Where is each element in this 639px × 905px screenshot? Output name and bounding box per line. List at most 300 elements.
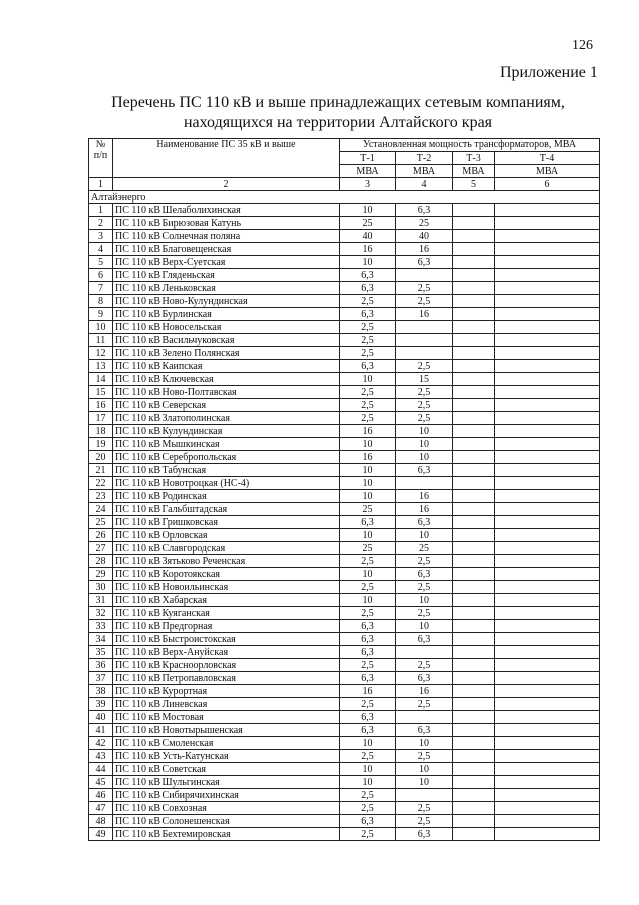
capacity-t1: 2,5 xyxy=(340,321,396,334)
substation-name: ПС 110 кВ Предгорная xyxy=(113,620,340,633)
row-number: 10 xyxy=(89,321,113,334)
row-number: 28 xyxy=(89,555,113,568)
capacity-t1: 10 xyxy=(340,594,396,607)
capacity-t3 xyxy=(453,737,495,750)
capacity-t1: 2,5 xyxy=(340,399,396,412)
substation-name: ПС 110 кВ Новосельская xyxy=(113,321,340,334)
row-number: 41 xyxy=(89,724,113,737)
capacity-t3 xyxy=(453,308,495,321)
capacity-t1: 2,5 xyxy=(340,828,396,841)
capacity-t1: 2,5 xyxy=(340,802,396,815)
capacity-t2: 16 xyxy=(396,243,453,256)
capacity-t3 xyxy=(453,620,495,633)
capacity-t4 xyxy=(495,763,600,776)
substation-name: ПС 110 кВ Смоленская xyxy=(113,737,340,750)
substation-name: ПС 110 кВ Златополинская xyxy=(113,412,340,425)
row-number: 30 xyxy=(89,581,113,594)
substation-name: ПС 110 кВ Серебропольская xyxy=(113,451,340,464)
appendix-label: Приложение 1 xyxy=(500,64,598,81)
capacity-t4 xyxy=(495,698,600,711)
capacity-t2: 2,5 xyxy=(396,607,453,620)
capacity-t3 xyxy=(453,698,495,711)
capacity-t3 xyxy=(453,347,495,360)
table-row xyxy=(89,659,600,672)
header-t3: Т-3 xyxy=(453,152,495,165)
capacity-t2 xyxy=(396,321,453,334)
capacity-t1: 16 xyxy=(340,243,396,256)
capacity-t1: 10 xyxy=(340,373,396,386)
table-row xyxy=(89,711,600,724)
substation-name: ПС 110 кВ Табунская xyxy=(113,464,340,477)
substation-name: ПС 110 кВ Коротоякская xyxy=(113,568,340,581)
capacity-t3 xyxy=(453,607,495,620)
substation-name: ПС 110 кВ Куяганская xyxy=(113,607,340,620)
table-row xyxy=(89,685,600,698)
table-row xyxy=(89,451,600,464)
table-row xyxy=(89,737,600,750)
capacity-t2 xyxy=(396,646,453,659)
table-row xyxy=(89,217,600,230)
capacity-t4 xyxy=(495,308,600,321)
substation-name: ПС 110 кВ Новотырышенская xyxy=(113,724,340,737)
capacity-t4 xyxy=(495,555,600,568)
substation-name: ПС 110 кВ Северская xyxy=(113,399,340,412)
row-number: 7 xyxy=(89,282,113,295)
capacity-t3 xyxy=(453,646,495,659)
table-row xyxy=(89,438,600,451)
table-row xyxy=(89,295,600,308)
capacity-t3 xyxy=(453,659,495,672)
capacity-t3 xyxy=(453,529,495,542)
capacity-t1: 25 xyxy=(340,542,396,555)
table-row xyxy=(89,243,600,256)
substation-name: ПС 110 кВ Верх-Ануйская xyxy=(113,646,340,659)
row-number: 22 xyxy=(89,477,113,490)
capacity-t3 xyxy=(453,334,495,347)
table-row xyxy=(89,282,600,295)
capacity-t2 xyxy=(396,477,453,490)
row-number: 31 xyxy=(89,594,113,607)
header-unit-t3: МВА xyxy=(453,165,495,178)
capacity-t4 xyxy=(495,321,600,334)
substation-name: ПС 110 кВ Быстроистокская xyxy=(113,633,340,646)
substation-name: ПС 110 кВ Леньковская xyxy=(113,282,340,295)
substation-name: ПС 110 кВ Славгородская xyxy=(113,542,340,555)
row-number: 29 xyxy=(89,568,113,581)
capacity-t1: 10 xyxy=(340,204,396,217)
capacity-t3 xyxy=(453,282,495,295)
substation-name: ПС 110 кВ Гальбштадская xyxy=(113,503,340,516)
capacity-t2: 10 xyxy=(396,529,453,542)
capacity-t2: 10 xyxy=(396,737,453,750)
table-row xyxy=(89,464,600,477)
capacity-t4 xyxy=(495,581,600,594)
capacity-t2: 25 xyxy=(396,542,453,555)
row-number: 47 xyxy=(89,802,113,815)
substation-name: ПС 110 кВ Новоильинская xyxy=(113,581,340,594)
capacity-t3 xyxy=(453,724,495,737)
capacity-t4 xyxy=(495,594,600,607)
header-t2: Т-2 xyxy=(396,152,453,165)
row-number: 39 xyxy=(89,698,113,711)
row-number: 14 xyxy=(89,373,113,386)
capacity-t4 xyxy=(495,477,600,490)
capacity-t3 xyxy=(453,568,495,581)
substation-name: ПС 110 кВ Сибирячихинская xyxy=(113,789,340,802)
capacity-t3 xyxy=(453,386,495,399)
table-row xyxy=(89,269,600,282)
capacity-t1: 2,5 xyxy=(340,555,396,568)
table-row xyxy=(89,607,600,620)
capacity-t2: 25 xyxy=(396,217,453,230)
substation-name: ПС 110 кВ Зелено Полянская xyxy=(113,347,340,360)
row-number: 15 xyxy=(89,386,113,399)
substation-name: ПС 110 кВ Бехтемировская xyxy=(113,828,340,841)
row-number: 48 xyxy=(89,815,113,828)
page-number: 126 xyxy=(572,38,593,53)
capacity-t1: 10 xyxy=(340,256,396,269)
substation-name: ПС 110 кВ Ново-Кулундинская xyxy=(113,295,340,308)
capacity-t2: 10 xyxy=(396,451,453,464)
table-row xyxy=(89,490,600,503)
substation-name: ПС 110 кВ Петропавловская xyxy=(113,672,340,685)
capacity-t4 xyxy=(495,503,600,516)
capacity-t3 xyxy=(453,295,495,308)
table-row xyxy=(89,399,600,412)
row-number: 23 xyxy=(89,490,113,503)
table-row xyxy=(89,412,600,425)
header-unit-t1: МВА xyxy=(340,165,396,178)
capacity-t2: 6,3 xyxy=(396,672,453,685)
capacity-t2: 6,3 xyxy=(396,568,453,581)
capacity-t2 xyxy=(396,269,453,282)
capacity-t2: 6,3 xyxy=(396,256,453,269)
capacity-t3 xyxy=(453,828,495,841)
capacity-t4 xyxy=(495,464,600,477)
substation-name: ПС 110 кВ Усть-Катунская xyxy=(113,750,340,763)
header-unit-t2: МВА xyxy=(396,165,453,178)
table-row xyxy=(89,334,600,347)
row-number: 33 xyxy=(89,620,113,633)
capacity-t1: 10 xyxy=(340,477,396,490)
capacity-t3 xyxy=(453,672,495,685)
capacity-t4 xyxy=(495,516,600,529)
capacity-t4 xyxy=(495,204,600,217)
capacity-t1: 25 xyxy=(340,503,396,516)
capacity-t1: 16 xyxy=(340,451,396,464)
capacity-t2 xyxy=(396,711,453,724)
capacity-t3 xyxy=(453,503,495,516)
capacity-t4 xyxy=(495,217,600,230)
header-name: Наименование ПС 35 кВ и выше xyxy=(113,139,340,178)
row-number: 9 xyxy=(89,308,113,321)
row-number: 24 xyxy=(89,503,113,516)
table-row xyxy=(89,308,600,321)
header-t4: Т-4 xyxy=(495,152,600,165)
capacity-t1: 6,3 xyxy=(340,282,396,295)
substation-name: ПС 110 кВ Совхозная xyxy=(113,802,340,815)
capacity-t2: 2,5 xyxy=(396,750,453,763)
capacity-t3 xyxy=(453,438,495,451)
capacity-t1: 2,5 xyxy=(340,347,396,360)
capacity-t3 xyxy=(453,373,495,386)
table-row xyxy=(89,321,600,334)
table-row xyxy=(89,555,600,568)
substation-name: ПС 110 кВ Васильчуковская xyxy=(113,334,340,347)
capacity-t2: 16 xyxy=(396,503,453,516)
capacity-t2: 10 xyxy=(396,425,453,438)
capacity-t1: 10 xyxy=(340,490,396,503)
capacity-t4 xyxy=(495,529,600,542)
capacity-t2: 2,5 xyxy=(396,295,453,308)
table-row xyxy=(89,256,600,269)
capacity-t3 xyxy=(453,399,495,412)
document-title-line-1: Перечень ПС 110 кВ и выше принадлежащих сетевым компаниям, xyxy=(111,94,565,111)
substation-name: ПС 110 кВ Линевская xyxy=(113,698,340,711)
capacity-t3 xyxy=(453,425,495,438)
substation-name: ПС 110 кВ Ново-Полтавская xyxy=(113,386,340,399)
capacity-t3 xyxy=(453,516,495,529)
capacity-t1: 6,3 xyxy=(340,308,396,321)
capacity-t1: 10 xyxy=(340,763,396,776)
table-row xyxy=(89,763,600,776)
table-row xyxy=(89,594,600,607)
row-number: 17 xyxy=(89,412,113,425)
table-row xyxy=(89,360,600,373)
row-number: 27 xyxy=(89,542,113,555)
capacity-t1: 6,3 xyxy=(340,620,396,633)
capacity-t2: 10 xyxy=(396,438,453,451)
capacity-t4 xyxy=(495,542,600,555)
row-number: 8 xyxy=(89,295,113,308)
capacity-t4 xyxy=(495,620,600,633)
substation-name: ПС 110 кВ Мышкинская xyxy=(113,438,340,451)
row-number: 11 xyxy=(89,334,113,347)
capacity-t2: 10 xyxy=(396,763,453,776)
row-number: 46 xyxy=(89,789,113,802)
capacity-t4 xyxy=(495,490,600,503)
capacity-t2: 6,3 xyxy=(396,464,453,477)
col-number-2: 2 xyxy=(113,178,340,191)
capacity-t3 xyxy=(453,321,495,334)
col-number-4: 4 xyxy=(396,178,453,191)
substation-table xyxy=(88,138,600,841)
header-t1: Т-1 xyxy=(340,152,396,165)
row-number: 19 xyxy=(89,438,113,451)
capacity-t4 xyxy=(495,243,600,256)
capacity-t3 xyxy=(453,269,495,282)
row-number: 2 xyxy=(89,217,113,230)
table-row xyxy=(89,633,600,646)
table-row xyxy=(89,529,600,542)
row-number: 6 xyxy=(89,269,113,282)
row-number: 1 xyxy=(89,204,113,217)
capacity-t1: 10 xyxy=(340,438,396,451)
capacity-t4 xyxy=(495,256,600,269)
capacity-t4 xyxy=(495,659,600,672)
capacity-t4 xyxy=(495,750,600,763)
substation-name: ПС 110 кВ Новотроцкая (НС-4) xyxy=(113,477,340,490)
capacity-t1: 6,3 xyxy=(340,516,396,529)
table-row xyxy=(89,724,600,737)
capacity-t4 xyxy=(495,672,600,685)
capacity-t3 xyxy=(453,464,495,477)
capacity-t1: 10 xyxy=(340,737,396,750)
capacity-t1: 2,5 xyxy=(340,607,396,620)
capacity-t1: 16 xyxy=(340,425,396,438)
substation-name: ПС 110 кВ Верх-Суетская xyxy=(113,256,340,269)
substation-name: ПС 110 кВ Каипская xyxy=(113,360,340,373)
capacity-t3 xyxy=(453,633,495,646)
capacity-t3 xyxy=(453,256,495,269)
substation-name: ПС 110 кВ Бирюзовая Катунь xyxy=(113,217,340,230)
substation-name: ПС 110 кВ Зятьково Реченская xyxy=(113,555,340,568)
capacity-t2: 2,5 xyxy=(396,412,453,425)
capacity-t4 xyxy=(495,386,600,399)
table-row xyxy=(89,204,600,217)
substation-name: ПС 110 кВ Советская xyxy=(113,763,340,776)
col-number-6: 6 xyxy=(495,178,600,191)
table-row xyxy=(89,828,600,841)
row-number: 42 xyxy=(89,737,113,750)
capacity-t4 xyxy=(495,828,600,841)
substation-name: ПС 110 кВ Родинская xyxy=(113,490,340,503)
capacity-t4 xyxy=(495,295,600,308)
capacity-t2 xyxy=(396,347,453,360)
capacity-t1: 6,3 xyxy=(340,672,396,685)
capacity-t2: 16 xyxy=(396,685,453,698)
capacity-t2: 6,3 xyxy=(396,828,453,841)
capacity-t1: 6,3 xyxy=(340,815,396,828)
capacity-t3 xyxy=(453,230,495,243)
capacity-t2: 2,5 xyxy=(396,698,453,711)
capacity-t3 xyxy=(453,451,495,464)
capacity-t2: 6,3 xyxy=(396,516,453,529)
capacity-t1: 2,5 xyxy=(340,334,396,347)
capacity-t2: 2,5 xyxy=(396,802,453,815)
capacity-t4 xyxy=(495,334,600,347)
capacity-t2: 10 xyxy=(396,620,453,633)
table-row xyxy=(89,750,600,763)
capacity-t1: 6,3 xyxy=(340,711,396,724)
row-number: 3 xyxy=(89,230,113,243)
capacity-t4 xyxy=(495,646,600,659)
capacity-t4 xyxy=(495,347,600,360)
capacity-t4 xyxy=(495,412,600,425)
capacity-t4 xyxy=(495,711,600,724)
capacity-t3 xyxy=(453,594,495,607)
capacity-t4 xyxy=(495,802,600,815)
capacity-t1: 25 xyxy=(340,217,396,230)
document-title-line-2: находящихся на территории Алтайского края xyxy=(183,114,493,131)
row-number: 26 xyxy=(89,529,113,542)
substation-name: ПС 110 кВ Гляденьская xyxy=(113,269,340,282)
substation-name: ПС 110 кВ Мостовая xyxy=(113,711,340,724)
capacity-t1: 2,5 xyxy=(340,412,396,425)
capacity-t2: 15 xyxy=(396,373,453,386)
row-number: 38 xyxy=(89,685,113,698)
capacity-t4 xyxy=(495,360,600,373)
substation-name: ПС 110 кВ Гришковская xyxy=(113,516,340,529)
capacity-t1: 10 xyxy=(340,529,396,542)
capacity-t1: 6,3 xyxy=(340,724,396,737)
header-num: № п/п xyxy=(89,139,113,178)
capacity-t2: 16 xyxy=(396,308,453,321)
substation-name: ПС 110 кВ Бурлинская xyxy=(113,308,340,321)
substation-name: ПС 110 кВ Курортная xyxy=(113,685,340,698)
capacity-t4 xyxy=(495,724,600,737)
capacity-t4 xyxy=(495,399,600,412)
capacity-t4 xyxy=(495,568,600,581)
row-number: 37 xyxy=(89,672,113,685)
substation-name: ПС 110 кВ Шульгинская xyxy=(113,776,340,789)
capacity-t2: 2,5 xyxy=(396,555,453,568)
capacity-t1: 6,3 xyxy=(340,360,396,373)
capacity-t1: 10 xyxy=(340,464,396,477)
capacity-t3 xyxy=(453,750,495,763)
row-number: 43 xyxy=(89,750,113,763)
table-row xyxy=(89,802,600,815)
capacity-t3 xyxy=(453,555,495,568)
header-capacity: Установленная мощность трансформаторов, МВА xyxy=(340,139,600,152)
row-number: 44 xyxy=(89,763,113,776)
capacity-t3 xyxy=(453,243,495,256)
capacity-t2 xyxy=(396,789,453,802)
table-row xyxy=(89,815,600,828)
capacity-t2: 2,5 xyxy=(396,386,453,399)
substation-name: ПС 110 кВ Солонешенская xyxy=(113,815,340,828)
capacity-t4 xyxy=(495,451,600,464)
substation-name: ПС 110 кВ Орловская xyxy=(113,529,340,542)
capacity-t4 xyxy=(495,633,600,646)
capacity-t3 xyxy=(453,581,495,594)
capacity-t3 xyxy=(453,763,495,776)
row-number: 4 xyxy=(89,243,113,256)
col-number-3: 3 xyxy=(340,178,396,191)
row-number: 35 xyxy=(89,646,113,659)
substation-name: ПС 110 кВ Кулундинская xyxy=(113,425,340,438)
capacity-t3 xyxy=(453,360,495,373)
capacity-t3 xyxy=(453,477,495,490)
capacity-t2: 6,3 xyxy=(396,204,453,217)
table-row xyxy=(89,672,600,685)
row-number: 5 xyxy=(89,256,113,269)
capacity-t2: 40 xyxy=(396,230,453,243)
table-row xyxy=(89,386,600,399)
capacity-t2: 2,5 xyxy=(396,815,453,828)
table-row xyxy=(89,347,600,360)
row-number: 18 xyxy=(89,425,113,438)
capacity-t1: 6,3 xyxy=(340,646,396,659)
capacity-t1: 2,5 xyxy=(340,698,396,711)
capacity-t4 xyxy=(495,685,600,698)
capacity-t3 xyxy=(453,789,495,802)
capacity-t1: 2,5 xyxy=(340,581,396,594)
table-row xyxy=(89,503,600,516)
capacity-t1: 2,5 xyxy=(340,789,396,802)
capacity-t4 xyxy=(495,607,600,620)
col-number-1: 1 xyxy=(89,178,113,191)
capacity-t3 xyxy=(453,204,495,217)
capacity-t4 xyxy=(495,737,600,750)
row-number: 13 xyxy=(89,360,113,373)
substation-name: ПС 110 кВ Солнечная поляна xyxy=(113,230,340,243)
col-number-5: 5 xyxy=(453,178,495,191)
table-row xyxy=(89,477,600,490)
capacity-t1: 2,5 xyxy=(340,386,396,399)
table-row xyxy=(89,516,600,529)
substation-name: ПС 110 кВ Благовещенская xyxy=(113,243,340,256)
